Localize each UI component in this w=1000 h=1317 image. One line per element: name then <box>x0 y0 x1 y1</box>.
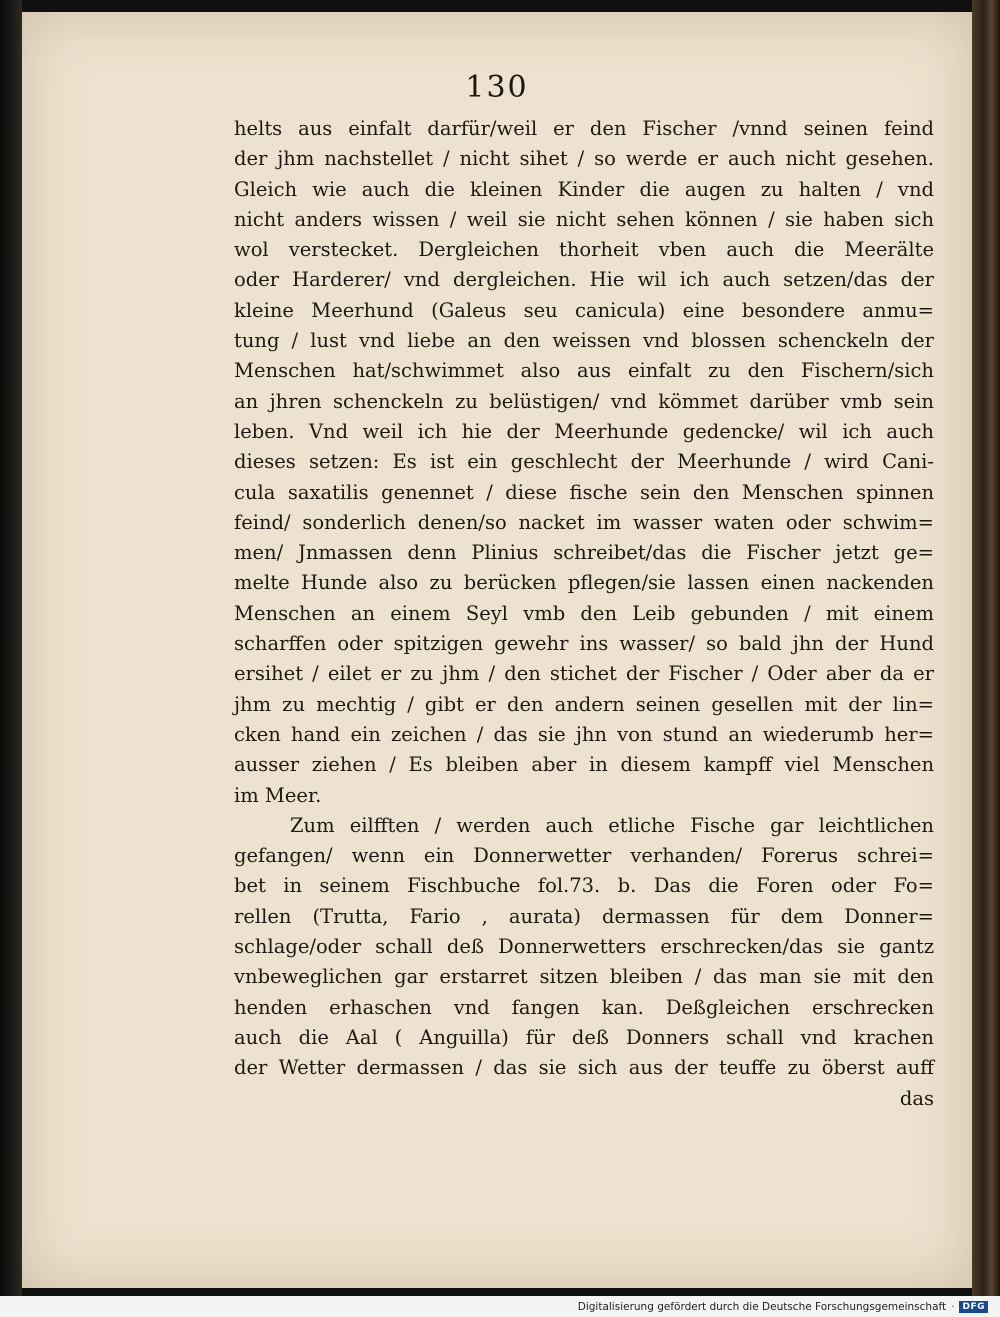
page-text-block <box>234 114 934 1114</box>
text-line: der jhm nachstellet / nicht sihet / so werde er auch nicht gesehen. <box>234 147 934 171</box>
text-line: vnbeweglichen gar erstarret sitzen bleiben / das man sie mit den <box>234 965 934 989</box>
page-number: 130 <box>465 70 529 105</box>
text-line: der Wetter dermassen / das sie sich aus der teuffe zu öberst auff <box>234 1056 934 1080</box>
text-line: rellen (Trutta, Fario , aurata) dermassen für dem Donner= <box>234 904 934 928</box>
text-line: helts aus einfalt darfür/weil er den Fischer /vnnd seinen feind <box>234 117 934 140</box>
text-line: an jhren schenckeln zu belüstigen/ vnd kömmet darüber vmb sein <box>234 389 934 413</box>
book-left-edge <box>0 0 22 1296</box>
text-line: leben. Vnd weil ich hie der Meerhunde gedencke/ wil ich auch <box>234 419 934 443</box>
text-line: ausser ziehen / Es bleiben aber in diesem kampff viel Menschen <box>234 753 934 777</box>
text-line: im Meer. <box>234 783 322 807</box>
text-line: Zum eilfften / werden auch etliche Fische gar leichtlichen <box>290 813 934 837</box>
text-line: bet in seinem Fischbuche fol.73. b. Das die Foren oder Fo= <box>234 874 934 898</box>
text-line: Menschen hat/schwimmet also aus einfalt zu den Fischern/sich <box>234 359 934 383</box>
text-line: men/ Jnmassen denn Plinius schreibet/das die Fischer jetzt ge= <box>234 541 934 565</box>
book-page <box>22 12 972 1288</box>
dfg-logo: DFG <box>959 1301 988 1313</box>
text-line: tung / lust vnd liebe an den weissen vnd blossen schenckeln der <box>234 329 934 353</box>
text-line: ersihet / eilet er zu jhm / den stichet der Fischer / Oder aber da er <box>234 662 934 686</box>
text-line: melte Hunde also zu berücken pflegen/sie lassen einen nackenden <box>234 571 934 595</box>
text-line: oder Harderer/ vnd dergleichen. Hie wil ich auch setzen/das der <box>234 268 934 292</box>
text-line: cula saxatilis genennet / diese fische sein den Menschen spinnen <box>234 480 934 504</box>
book-spine-edge <box>972 0 1000 1296</box>
text-line: auch die Aal ( Anguilla) für deß Donners schall vnd krachen <box>234 1025 934 1049</box>
digitization-credit-footer <box>578 1299 988 1315</box>
text-line: dieses setzen: Es ist ein geschlecht der Meerhunde / wird Cani- <box>234 450 934 474</box>
catchword: das <box>899 1086 934 1110</box>
text-line: jhm zu mechtig / gibt er den andern seinen gesellen mit der lin= <box>234 692 934 716</box>
text-line: kleine Meerhund (Galeus seu canicula) eine besondere anmu= <box>234 298 934 322</box>
text-line: cken hand ein zeichen / das sie jhn von stund an wiederumb her= <box>234 722 934 746</box>
text-line: wol verstecket. Dergleichen thorheit vben auch die Meerälte <box>234 238 934 262</box>
credit-text: Digitalisierung gefördert durch die Deutsche Forschungsgemeinschaft <box>577 1301 947 1313</box>
text-line: schlage/oder schall deß Donnerwetters erschrecken/das sie gantz <box>234 935 934 959</box>
text-line: scharffen oder spitzigen gewehr ins wasser/ so bald jhn der Hund <box>234 632 934 656</box>
text-line: henden erhaschen vnd fangen kan. Deßgleichen erschrecken <box>234 995 934 1019</box>
text-line: nicht anders wissen / weil sie nicht sehen können / sie haben sich <box>234 207 934 231</box>
text-line: Menschen an einem Seyl vmb den Leib gebunden / mit einem <box>234 601 934 625</box>
text-line: gefangen/ wenn ein Donnerwetter verhanden/ Forerus schrei= <box>234 844 934 868</box>
text-line: Gleich wie auch die kleinen Kinder die augen zu halten / vnd <box>234 177 934 201</box>
credit-separator: · <box>951 1301 955 1313</box>
text-line: feind/ sonderlich denen/so nacket im wasser waten oder schwim= <box>234 510 934 534</box>
